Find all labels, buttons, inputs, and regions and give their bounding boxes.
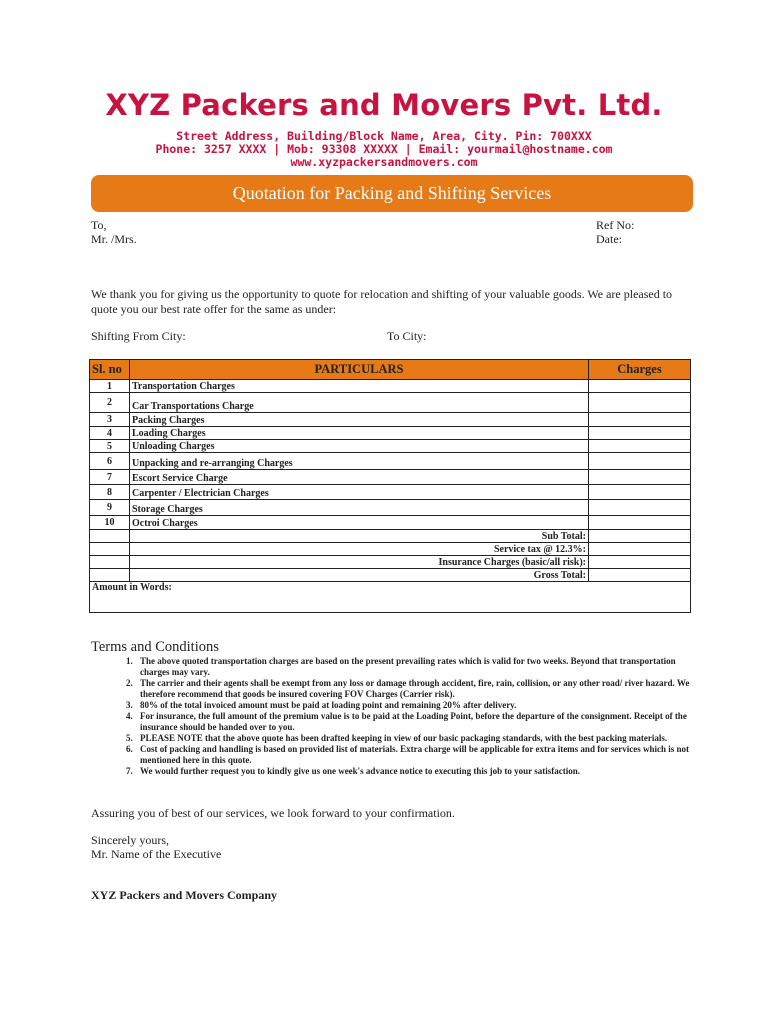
totals-value-cell: [589, 543, 691, 556]
row-number: 8: [90, 485, 130, 500]
term-item: 7. We would further request you to kindly give us one week's advance notice to executing this job to your satisfaction.: [135, 766, 700, 777]
row-charge-cell: [589, 516, 691, 530]
term-item: 3. 80% of the total invoiced amount must be paid at loading point and remaining 20% after delivery.: [135, 700, 700, 711]
shifting-from-city: Shifting From City:: [91, 329, 186, 343]
row-charge-cell: [589, 470, 691, 485]
totals-blank-cell: [90, 530, 130, 543]
company-address: Street Address, Building/Block Name, Area, City. Pin: 700XXX: [176, 129, 592, 143]
row-particular: Escort Service Charge: [130, 470, 589, 485]
header-particulars: PARTICULARS: [130, 360, 589, 380]
term-item: 6. Cost of packing and handling is based on provided list of materials. Extra charge will be applicable for extra items and for services which is not mentioned here in this quote.: [135, 744, 700, 766]
quotation-table-body: [90, 380, 691, 613]
totals-label: Insurance Charges (basic/all risk):: [130, 556, 589, 569]
row-charge-cell: [589, 440, 691, 453]
row-charge-cell: [589, 500, 691, 516]
row-particular: Loading Charges: [130, 427, 589, 440]
totals-value-cell: [589, 556, 691, 569]
closing-sincerely: Sincerely yours,: [91, 833, 169, 847]
row-particular: Carpenter / Electrician Charges: [130, 485, 589, 500]
shifting-to-city: To City:: [387, 329, 427, 343]
row-particular: Transportation Charges: [130, 380, 589, 393]
company-phone-email: Phone: 3257 XXXX | Mob: 93308 XXXXX | Email: yourmail@hostname.com: [155, 142, 613, 156]
header-sl-no: Sl. no: [90, 360, 130, 380]
row-number: 7: [90, 470, 130, 485]
row-charge-cell: [589, 393, 691, 413]
recipient-name: Mr. /Mrs.: [91, 232, 137, 246]
quotation-table: [89, 359, 691, 613]
totals-label: Gross Total:: [130, 569, 589, 582]
terms-heading: Terms and Conditions: [91, 639, 219, 655]
totals-value-cell: [589, 569, 691, 582]
company-website: www.xyzpackersandmovers.com: [290, 155, 478, 169]
row-charge-cell: [589, 413, 691, 427]
row-number: 3: [90, 413, 130, 427]
totals-label: Service tax @ 12.3%:: [130, 543, 589, 556]
row-particular: Storage Charges: [130, 500, 589, 516]
row-particular: Packing Charges: [130, 413, 589, 427]
totals-blank-cell: [90, 543, 130, 556]
row-particular: Unloading Charges: [130, 440, 589, 453]
term-item: 1. The above quoted transportation charges are based on the present prevailing rates which is valid for two weeks. Beyond that transportation charges may vary.: [135, 656, 700, 678]
closing-assurance: Assuring you of best of our services, we look forward to your confirmation.: [91, 806, 455, 820]
table-row: [90, 440, 691, 453]
executive-name: Mr. Name of the Executive: [91, 847, 222, 861]
table-row: [90, 470, 691, 485]
quotation-title-banner: Quotation for Packing and Shifting Services: [91, 175, 693, 212]
signature-company: XYZ Packers and Movers Company: [91, 888, 277, 902]
row-charge-cell: [589, 380, 691, 393]
totals-row: [90, 543, 691, 556]
row-number: 2: [90, 393, 130, 413]
row-number: 4: [90, 427, 130, 440]
term-item: 2. The carrier and their agents shall be exempt from any loss or damage through accident, fire, rain, collision, or any other road/ river hazard. We therefore recommend that goods be insured covering FOV Charges (Carrier risk).: [135, 678, 700, 700]
totals-label: Sub Total:: [130, 530, 589, 543]
row-number: 9: [90, 500, 130, 516]
totals-blank-cell: [90, 569, 130, 582]
table-row: [90, 427, 691, 440]
company-name: XYZ Packers and Movers Pvt. Ltd.: [105, 88, 663, 122]
row-charge-cell: [589, 453, 691, 470]
row-charge-cell: [589, 485, 691, 500]
term-item: 4. For insurance, the full amount of the premium value is to be paid at the Loading Point, before the departure of the consignment. Receipt of the insurance should be handed over to you.: [135, 711, 700, 733]
amount-in-words-row: [90, 582, 691, 613]
row-number: 1: [90, 380, 130, 393]
term-item: 5. PLEASE NOTE that the above quote has been drafted keeping in view of our basic packaging standards, with the best packing materials.: [135, 733, 700, 744]
totals-row: [90, 556, 691, 569]
row-particular: Octroi Charges: [130, 516, 589, 530]
amount-in-words: Amount in Words:: [90, 582, 691, 613]
row-charge-cell: [589, 427, 691, 440]
totals-value-cell: [589, 530, 691, 543]
totals-row: [90, 569, 691, 582]
table-row: [90, 500, 691, 516]
recipient-to: To,: [91, 218, 107, 232]
table-row: [90, 516, 691, 530]
table-row: [90, 393, 691, 413]
totals-row: [90, 530, 691, 543]
table-row: [90, 413, 691, 427]
ref-no: Ref No:: [596, 218, 635, 232]
totals-blank-cell: [90, 556, 130, 569]
header-charges: Charges: [589, 360, 691, 380]
row-number: 10: [90, 516, 130, 530]
table-row: [90, 453, 691, 470]
row-number: 6: [90, 453, 130, 470]
row-particular: Car Transportations Charge: [130, 393, 589, 413]
row-particular: Unpacking and re-arranging Charges: [130, 453, 589, 470]
intro-paragraph: We thank you for giving us the opportunity to quote for relocation and shifting of your valuable goods. We are pleased to quote you our best rate offer for the same as under:: [91, 287, 673, 316]
table-row: [90, 380, 691, 393]
row-number: 5: [90, 440, 130, 453]
date-field: Date:: [596, 232, 622, 246]
terms-list: [113, 656, 700, 777]
table-row: [90, 485, 691, 500]
table-header-row: [90, 360, 691, 380]
